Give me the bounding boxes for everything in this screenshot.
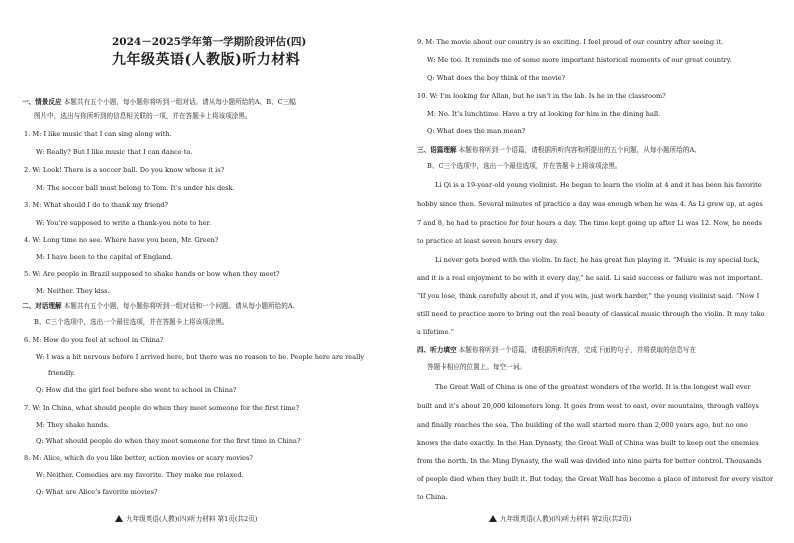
q5-line1: 5. W: Are people in Brazil supposed to shake hands or bow when they meet? — [24, 270, 280, 278]
q8-line2: W: Neither. Comedies are my favorite. They make me relaxed. — [36, 471, 244, 479]
footer-text: 九年级英语(人教)(四)听力材料 第2页(共2页) — [500, 515, 632, 523]
text: 本题共有五个小题，每小题你将听到一组对话和一个问题。请从每小题所给的A、 — [61, 302, 300, 310]
passage-2-line: of people died when they built it. But today, the Great Wall has become a place of interest for every visitor — [417, 475, 774, 483]
q4-line1: 4. W: Long time no see. Where have you been, Mr. Green? — [24, 236, 219, 244]
section-3-instruction: 三、语篇理解 本题你将听到一个语篇，请根据所听内容和所提出的五个问题，从每小题所给的A、 — [417, 146, 701, 154]
q9-question: Q: What does the boy think of the movie? — [427, 74, 566, 82]
text: 本题你将听到一个语篇，请根据所听内容，完成下面的句子，并将获取的信息写在 — [456, 346, 697, 354]
q6-line2: W: I was a bit nervous before I arrived here, but there was no reason to be. People here are really — [36, 353, 365, 361]
passage-1-line: Li never gets bored with the violin. In fact, he has great fun playing it. “Music is my special luck, — [435, 256, 760, 264]
q6-line1: 6. M: How do you feel at school in China? — [24, 336, 164, 344]
q10-line1: 10. W: I’m looking for Allan, but he isn’t in the lab. Is he in the classroom? — [417, 92, 666, 100]
passage-1-line: still need to practice more to bring out the real beauty of classical music through the violin. It may take — [417, 310, 765, 318]
passage-2-line: built and it’s about 20,000 kilometers long. It goes from west to east, over mountains, through valleys — [417, 402, 759, 410]
passage-1-line: hobby since then. Several minutes of practice a day was enough when he was 4. As Li grew up, at ages — [417, 200, 763, 208]
q1-line1: 1. M: I like music that I can sing along with. — [24, 130, 172, 138]
page-footer — [489, 513, 631, 523]
passage-1-line: a lifetime.” — [417, 328, 454, 336]
passage-2-line: knows the date exactly. In the Han Dynasty, the Great Wall of China was built to keep out the enemies — [417, 439, 759, 447]
q9-line1: 9. M: The movie about our country is so exciting. I feel proud of our country after seeing it. — [417, 38, 724, 46]
q2-line2: M: The soccer ball must belong to Tom. It’s under his desk. — [36, 184, 235, 192]
document-subtitle: 九年级英语(人教版)听力材料 — [112, 52, 301, 68]
section-4-instruction-cont: 答题卡相应的位置上。每空一词。 — [427, 363, 526, 371]
passage-1-line: and it is a real enjoyment to be with it every day,” he said. Li said success or failure was not important. — [417, 274, 763, 282]
section-4-instruction: 四、听力填空 本题你将听到一个语篇，请根据所听内容，完成下面的句子，并将获取的信息写在 — [417, 346, 697, 354]
passage-1-line: 7 and 8, he had to practice for four hours a day. The time kept going up after Li was 12. Now, he needs — [417, 219, 762, 227]
q6-question: Q: How did the girl feel before she went to school in China? — [36, 386, 237, 394]
section-2-instruction: 二、对话理解 本题共有五个小题，每小题你将听到一组对话和一个问题。请从每小题所给的A、 — [22, 302, 300, 310]
q6-line3: friendly. — [48, 369, 76, 377]
passage-1-line: “If you lose, think carefully about it, and if you win, just work harder,” the young violinist said. “Now I — [417, 292, 760, 300]
section-3-instruction-cont: B、C三个选项中，选出一个最佳选项，并在答题卡上将该项涂黑。 — [427, 162, 622, 170]
passage-1-line: to practice at least seven hours every day. — [417, 237, 558, 245]
section-1-instruction-cont: 图片中，选出与你所听到的信息相关联的一项，并在答题卡上将该项涂黑。 — [34, 112, 252, 120]
document-title: 2024－2025学年第一学期阶段评估(四) — [112, 36, 307, 48]
text: 本题你将听到一个语篇，请根据所听内容和所提出的五个问题，从每小题所给的A、 — [456, 146, 701, 154]
passage-2-line: and finally reaches the sea. The building of the wall started more than 2,000 years ago, but no one — [417, 421, 748, 429]
q3-line1: 3. M: What should I do to thank my friend? — [24, 201, 168, 209]
q8-line1: 8. M: Alice, which do you like better, action movies or scary movies? — [24, 454, 253, 462]
q2-line1: 2. W: Look! There is a soccer ball. Do you know whose it is? — [24, 166, 225, 174]
q10-line2: M: No. It’s lunchtime. Have a try at looking for him in the dining hall. — [427, 110, 661, 118]
q5-line2: M: Neither. They kiss. — [36, 287, 110, 295]
passage-2-line: from the north. In the Ming Dynasty, the wall was divided into nine parts for better control. Thousands — [417, 457, 762, 465]
q7-line1: 7. W: In China, what should people do when they meet someone for the first time? — [24, 404, 300, 412]
q3-line2: W: You’re supposed to write a thank-you note to her. — [36, 219, 212, 227]
q9-line2: W: Me too. It reminds me of some more important historical moments of our great country. — [427, 56, 732, 64]
q10-question: Q: What does the man mean? — [427, 127, 526, 135]
q8-question: Q: What are Alice’s favorite movies? — [36, 488, 158, 496]
passage-2-line: to China. — [417, 493, 448, 501]
q4-line2: M: I have been to the capital of England. — [36, 253, 173, 261]
triangle-logo-icon — [115, 515, 123, 522]
footer-text: 九年级英语(人教)(四)听力材料 第1页(共2页) — [126, 515, 258, 523]
section-2-instruction-cont: B、C三个选项中，选出一个最佳选项，并在答题卡上将该项涂黑。 — [34, 318, 229, 326]
page-footer — [115, 513, 257, 523]
q7-line2: M: They shake hands. — [36, 421, 110, 429]
triangle-logo-icon — [489, 515, 497, 522]
q1-line2: W: Really? But I like music that I can dance to. — [36, 148, 193, 156]
section-1-instruction: 一、情景反应 本题共有五个小题，每小题你将听到一组对话。请从每小题所给的A、B、C三幅 — [22, 98, 296, 106]
passage-2-line: The Great Wall of China is one of the greatest wonders of the world. It is the longest wall ever — [435, 383, 751, 391]
text: 本题共有五个小题，每小题你将听到一组对话。请从每小题所给的A、B、C三幅 — [61, 98, 296, 106]
q7-question: Q: What should people do when they meet someone for the first time in China? — [36, 437, 301, 445]
passage-1-line: Li Qi is a 19-year-old young violinist. He began to learn the violin at 4 and it has been his favorite — [435, 181, 762, 189]
